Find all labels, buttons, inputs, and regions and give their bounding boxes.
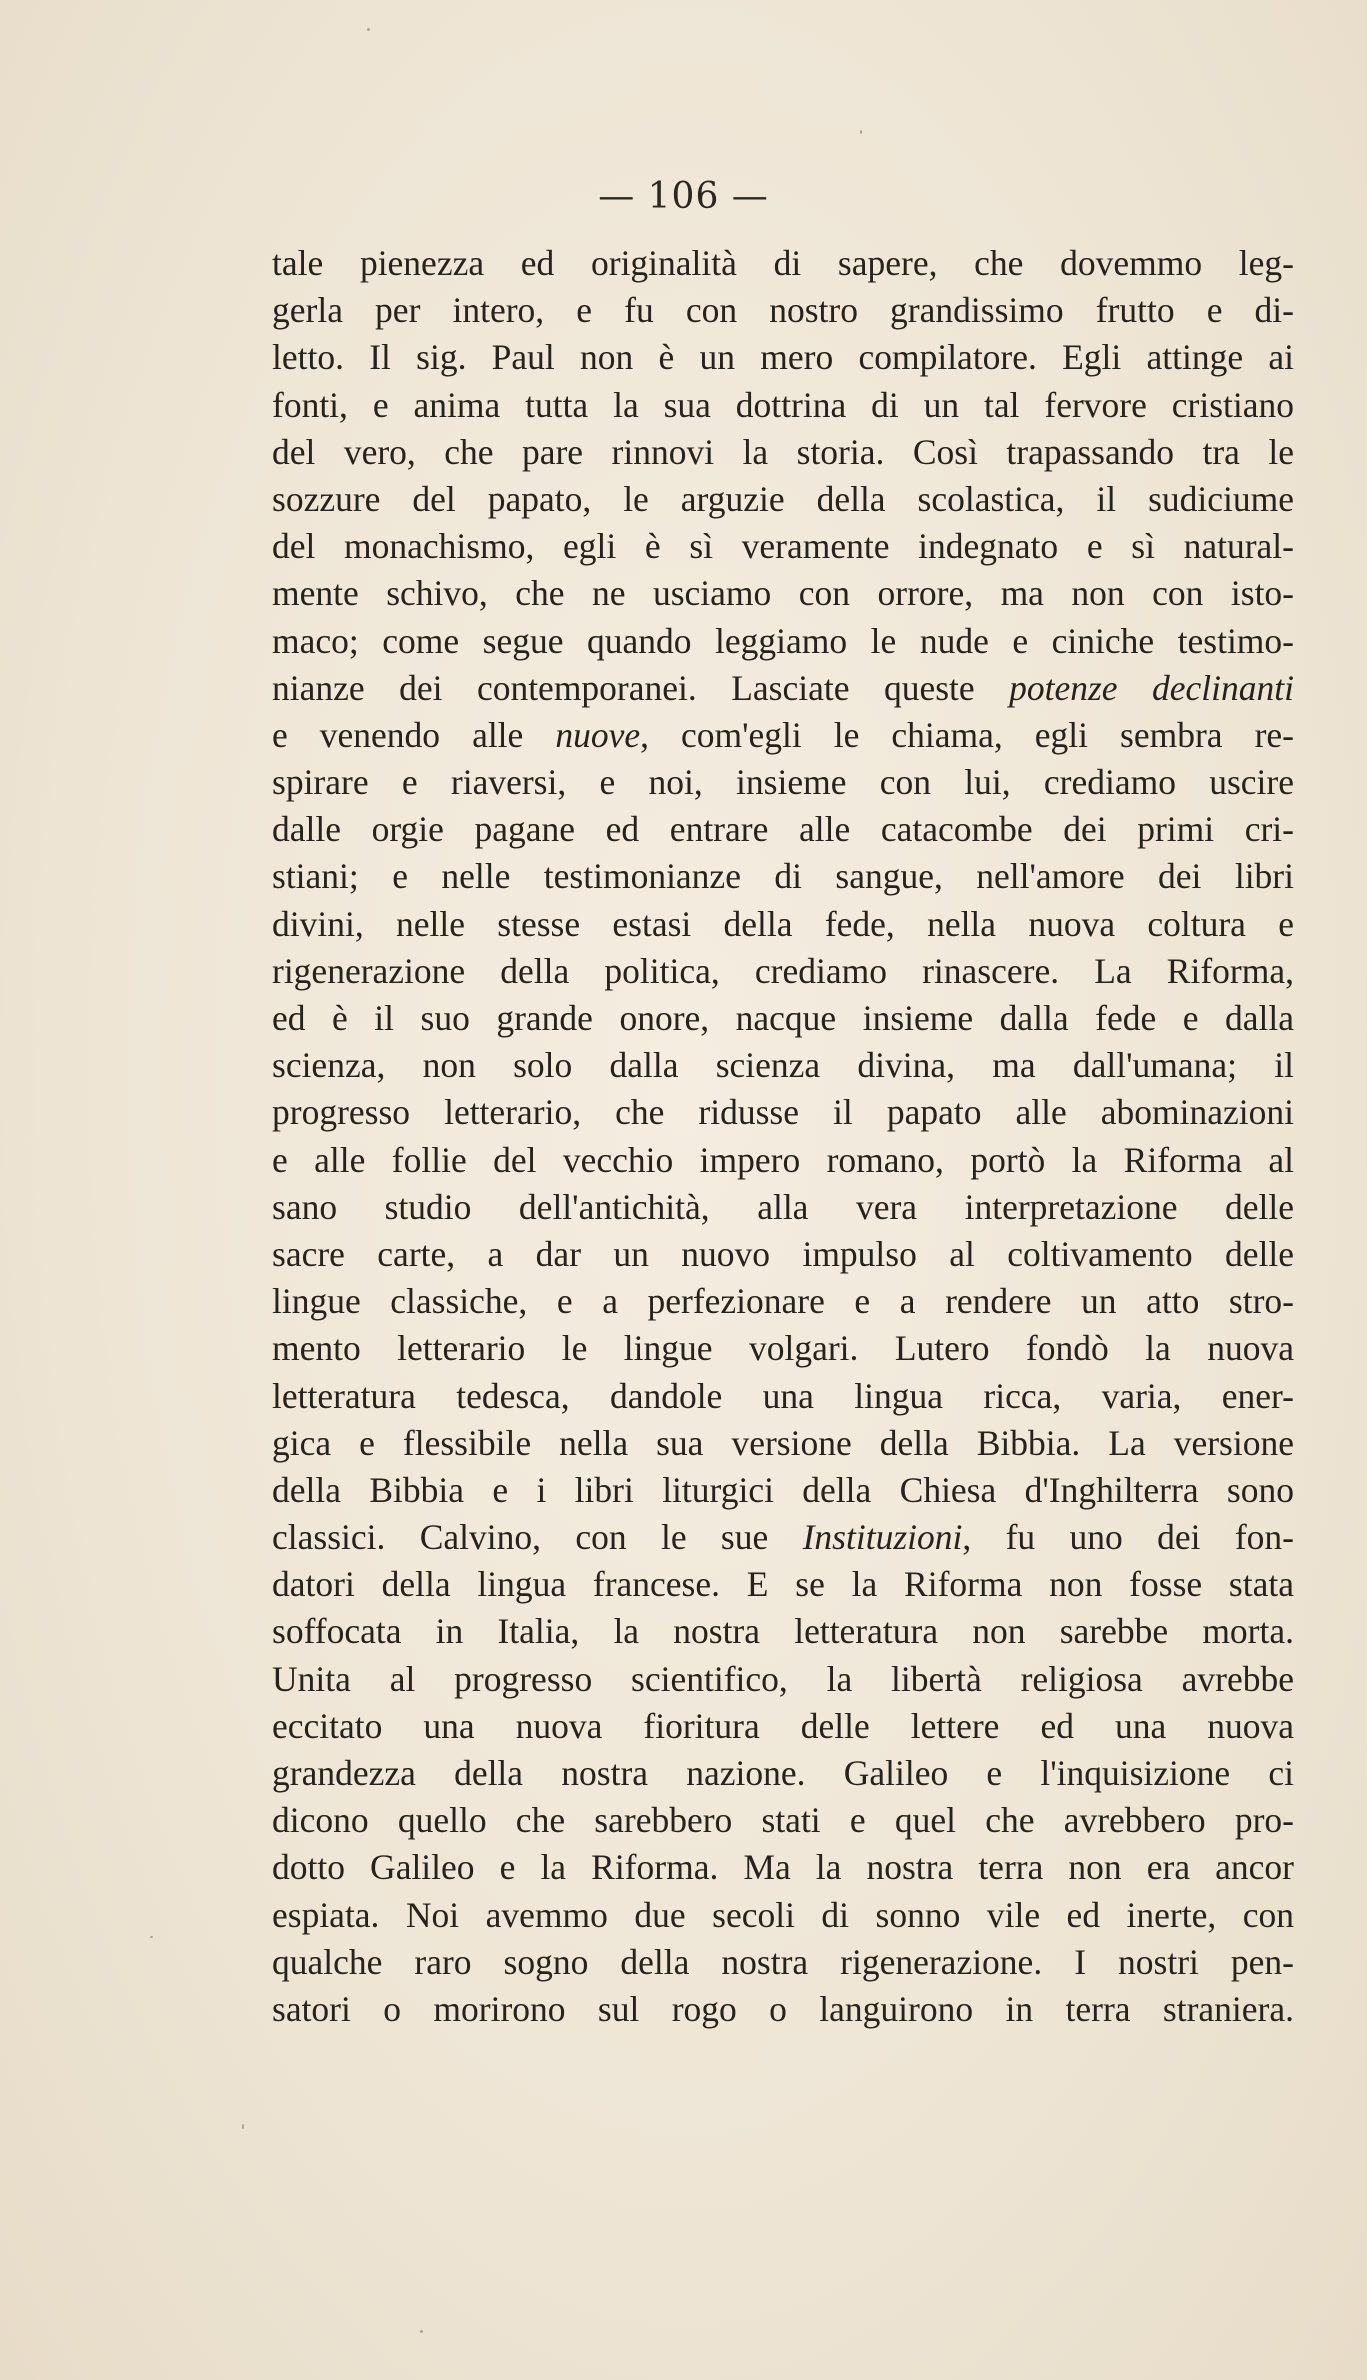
italic-text: Instituzioni <box>802 1517 963 1558</box>
text-line <box>272 429 1294 476</box>
text-run: , fu uno dei fon- <box>962 1517 1294 1558</box>
text-line <box>272 901 1294 948</box>
text-run: espiata. Noi avemmo due secoli di sonno vile ed inerte, con <box>272 1894 1294 1935</box>
text-run: fonti, e anima tutta la sua dottrina di un tal fervore cristiano <box>272 384 1294 425</box>
text-line-content <box>272 382 1294 429</box>
text-line-content <box>272 1231 1294 1278</box>
text-line-content <box>272 1420 1294 1467</box>
text-run: nianze dei contemporanei. Lasciate queste <box>272 667 1010 708</box>
text-line <box>272 1373 1294 1420</box>
text-run: letto. Il sig. Paul non è un mero compilatore. Egli attinge ai <box>272 337 1294 378</box>
text-run: grandezza della nostra nazione. Galileo e l'inquisizione ci <box>272 1753 1294 1793</box>
text-run: lingue classiche, e a perfezionare e a rendere un atto stro- <box>272 1281 1294 1322</box>
text-run: dalle orgie pagane ed entrare alle catacombe dei primi cri- <box>272 809 1294 850</box>
text-line <box>272 382 1294 429</box>
text-line-content <box>272 853 1294 900</box>
text-line <box>272 287 1294 334</box>
text-line-content <box>272 476 1294 523</box>
text-line <box>272 1089 1294 1136</box>
text-line <box>272 712 1294 759</box>
text-run: scienza, non solo dalla scienza divina, ma dall'umana; il <box>272 1045 1294 1086</box>
text-line-content <box>272 1325 1294 1372</box>
text-run: satori o morirono sul rogo o languirono in terra straniera. <box>272 1988 1294 2029</box>
page-number: — 106 — <box>598 176 769 217</box>
text-run: sano studio dell'antichità, alla vera interpretazione delle <box>272 1186 1294 1227</box>
text-run: e alle follie del vecchio impero romano, portò la Riforma al <box>272 1139 1294 1180</box>
text-line-content <box>272 1561 1294 1608</box>
text-line <box>272 1137 1294 1184</box>
text-run: maco; come segue quando leggiamo le nude e ciniche testimo- <box>272 620 1294 661</box>
text-line-content <box>272 429 1294 476</box>
text-line-content <box>272 948 1294 995</box>
text-line-content <box>272 1750 1294 1797</box>
text-line-content <box>272 1939 1294 1986</box>
text-line <box>272 759 1294 806</box>
text-run: letteratura tedesca, dandole una lingua ricca, varia, ener- <box>272 1375 1294 1416</box>
text-run: ed è il suo grande onore, nacque insieme dalla fede e dalla <box>272 998 1294 1038</box>
text-line-content <box>272 759 1294 806</box>
text-line-content <box>272 1373 1294 1420</box>
text-line <box>272 1750 1294 1797</box>
body-text <box>272 240 1294 2033</box>
text-line <box>272 1042 1294 1089</box>
text-line <box>272 1892 1294 1939</box>
text-line-content <box>272 806 1294 853</box>
text-line-content <box>272 1467 1294 1514</box>
text-line-content <box>272 1514 1294 1561</box>
text-run: mento letterario le lingue volgari. Lutero fondò la nuova <box>272 1328 1294 1369</box>
text-line <box>272 1797 1294 1844</box>
text-line <box>272 334 1294 381</box>
text-line <box>272 1325 1294 1372</box>
text-line-content <box>272 1844 1294 1891</box>
text-run: eccitato una nuova fioritura delle lettere ed una nuova <box>272 1705 1294 1746</box>
text-run: del monachismo, egli è sì veramente indegnato e sì natural- <box>272 526 1294 567</box>
text-line-content <box>272 1042 1294 1089</box>
text-line-content <box>272 665 1294 712</box>
text-run: spirare e riaversi, e noi, insieme con lui, crediamo uscire <box>272 762 1294 803</box>
text-run: della Bibbia e i libri liturgici della Chiesa d'Inghilterra sono <box>272 1469 1294 1510</box>
text-run: sacre carte, a dar un nuovo impulso al coltivamento delle <box>272 1233 1294 1274</box>
text-line-content <box>272 618 1294 665</box>
paper-speck <box>242 2124 244 2129</box>
text-run: soffocata in Italia, la nostra letteratura non sarebbe morta. <box>272 1611 1294 1652</box>
text-line-content <box>272 712 1294 759</box>
text-line-content <box>272 334 1294 381</box>
text-line <box>272 806 1294 853</box>
paper-speck <box>860 130 862 134</box>
text-line <box>272 476 1294 523</box>
text-run: datori della lingua francese. E se la Riforma non fosse stata <box>272 1564 1294 1605</box>
text-line <box>272 240 1294 287</box>
text-line <box>272 853 1294 900</box>
text-line-content <box>272 1986 1294 2033</box>
text-line-content <box>272 523 1294 570</box>
text-line-content <box>272 570 1294 617</box>
text-run: del vero, che pare rinnovi la storia. Così trapassando tra le <box>272 431 1294 472</box>
text-line-content <box>272 995 1294 1042</box>
text-line <box>272 1656 1294 1703</box>
italic-text: nuove <box>555 714 641 755</box>
text-line-content <box>272 1278 1294 1325</box>
italic-text: potenze declinanti <box>1009 667 1294 708</box>
text-run: tale pienezza ed originalità di sapere, che dovemmo leg- <box>272 243 1294 283</box>
text-line-content <box>272 287 1294 334</box>
text-line <box>272 570 1294 617</box>
text-run: qualche raro sogno della nostra rigenerazione. I nostri pen- <box>272 1941 1294 1982</box>
text-line-content <box>272 1892 1294 1939</box>
text-run: dicono quello che sarebbero stati e quel che avrebbero pro- <box>272 1800 1294 1841</box>
paper-speck <box>367 28 370 31</box>
text-run: mente schivo, che ne usciamo con orrore, ma non con isto- <box>272 573 1294 614</box>
text-line <box>272 1986 1294 2033</box>
paper-speck <box>150 1936 153 1938</box>
text-line <box>272 1939 1294 1986</box>
text-line <box>272 1467 1294 1514</box>
text-run: classici. Calvino, con le sue <box>272 1517 803 1558</box>
text-line-content <box>272 1184 1294 1231</box>
text-line-content <box>272 1089 1294 1136</box>
text-line <box>272 1844 1294 1891</box>
text-line-content <box>272 1656 1294 1703</box>
paper-speck <box>420 2330 423 2333</box>
text-line-content <box>272 1703 1294 1750</box>
text-line <box>272 1703 1294 1750</box>
text-line <box>272 1184 1294 1231</box>
text-run: stiani; e nelle testimonianze di sangue, nell'amore dei libri <box>272 856 1294 897</box>
text-line-content <box>272 240 1294 287</box>
text-line-content <box>272 1608 1294 1655</box>
text-run: gica e flessibile nella sua versione della Bibbia. La versione <box>272 1422 1294 1463</box>
text-line <box>272 665 1294 712</box>
text-line-content <box>272 901 1294 948</box>
text-run: progresso letterario, che ridusse il papato alle abominazioni <box>272 1092 1294 1133</box>
text-line <box>272 1231 1294 1278</box>
text-line-content <box>272 1137 1294 1184</box>
text-line <box>272 1514 1294 1561</box>
text-line <box>272 1420 1294 1467</box>
text-run: , com'egli le chiama, egli sembra re- <box>640 714 1294 755</box>
text-run: divini, nelle stesse estasi della fede, nella nuova coltura e <box>272 903 1294 944</box>
text-run: e venendo alle <box>272 714 556 755</box>
text-line <box>272 618 1294 665</box>
text-line <box>272 1278 1294 1325</box>
text-run: dotto Galileo e la Riforma. Ma la nostra terra non era ancor <box>272 1847 1294 1888</box>
text-line <box>272 995 1294 1042</box>
text-line <box>272 948 1294 995</box>
text-line <box>272 523 1294 570</box>
text-line <box>272 1561 1294 1608</box>
text-run: sozzure del papato, le arguzie della scolastica, il sudiciume <box>272 478 1294 519</box>
text-run: rigenerazione della politica, crediamo rinascere. La Riforma, <box>272 950 1294 991</box>
text-run: Unita al progresso scientifico, la libertà religiosa avrebbe <box>272 1658 1294 1699</box>
text-run: gerla per intero, e fu con nostro grandissimo frutto e di- <box>272 290 1294 331</box>
text-line-content <box>272 1797 1294 1844</box>
text-line <box>272 1608 1294 1655</box>
